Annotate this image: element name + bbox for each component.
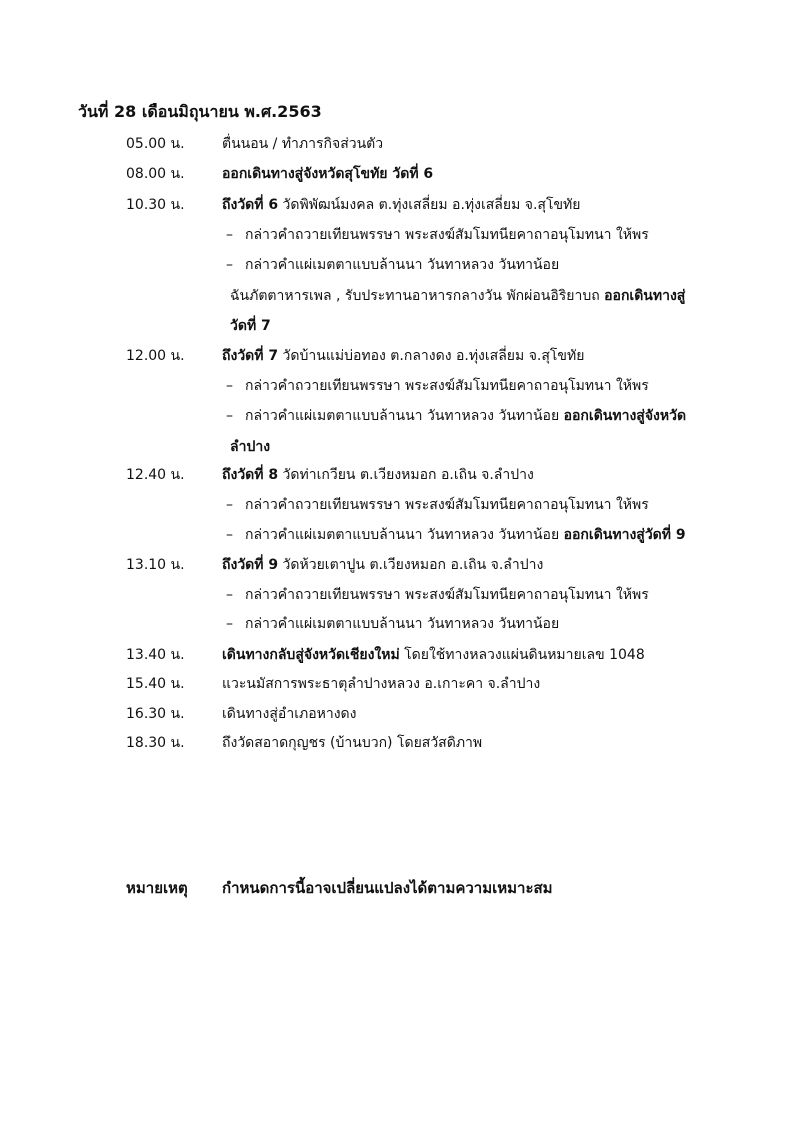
event-highlight: ถึงวัดที่ 8: [222, 467, 279, 483]
schedule-row: [0, 728, 800, 758]
schedule-event: ถึงวัดสอาดกุญชร (บ้านบวก) โดยสวัสดิภาพ: [222, 735, 483, 751]
schedule-row: [0, 341, 800, 371]
schedule-event: [222, 550, 543, 580]
bullet-dash: –: [226, 497, 233, 513]
schedule-event: แวะนมัสการพระธาตุลำปางหลวง อ.เกาะคา จ.ลำปาง: [222, 676, 541, 692]
schedule-time: 16.30 น.: [126, 706, 185, 722]
schedule-event: [222, 640, 645, 670]
bullet-dash: –: [226, 527, 233, 543]
schedule-row: [0, 699, 800, 729]
schedule-bullet: [0, 371, 800, 401]
note-label: หมายเหตุ: [126, 879, 188, 897]
event-detail: วัดพิพัฒน์มงคล ต.ทุ่งเสลี่ยม อ.ทุ่งเสลี่ยม จ.สุโขทัย: [278, 197, 581, 213]
schedule-event: ตื่นนอน / ทำภารกิจส่วนตัว: [222, 136, 384, 152]
bullet-text: กล่าวคำถวายเทียนพรรษา พระสงฆ์สัมโมทนียคาถาอนุโมทนา ให้พร: [245, 227, 649, 243]
event-detail: กล่าวคำแผ่เมตตาแบบล้านนา วันทาหลวง วันทาน้อย: [245, 408, 564, 424]
note-text: กำหนดการนี้อาจเปลี่ยนแปลงได้ตามความเหมาะสม: [222, 879, 553, 897]
event-highlight: ถึงวัดที่ 6: [222, 197, 279, 213]
bullet-dash: –: [226, 616, 233, 632]
event-highlight: ถึงวัดที่ 7: [222, 348, 279, 364]
continuation-text: [230, 432, 270, 462]
schedule-row: [0, 129, 800, 159]
bullet-text: [245, 401, 686, 431]
schedule-event: เดินทางสู่อำเภอหางดง: [222, 706, 357, 722]
schedule-event: ออกเดินทางสู่จังหวัดสุโขทัย วัดที่ 6: [222, 166, 434, 182]
event-highlight: ออกเดินทางสู่วัดที่ 9: [563, 527, 686, 543]
schedule-row: [0, 669, 800, 699]
event-highlight: เดินทางกลับสู่จังหวัดเชียงใหม่: [222, 647, 400, 663]
schedule-time: 15.40 น.: [126, 676, 185, 692]
schedule-row: [0, 550, 800, 580]
event-detail: โดยใช้ทางหลวงแผ่นดินหมายเลข 1048: [399, 647, 645, 663]
schedule-row: [0, 190, 800, 220]
bullet-text: กล่าวคำถวายเทียนพรรษา พระสงฆ์สัมโมทนียคาถาอนุโมทนา ให้พร: [245, 497, 649, 513]
bullet-dash: –: [226, 257, 233, 273]
schedule-bullet: [0, 220, 800, 250]
schedule-time: 10.30 น.: [126, 197, 185, 213]
bullet-text: กล่าวคำถวายเทียนพรรษา พระสงฆ์สัมโมทนียคาถาอนุโมทนา ให้พร: [245, 587, 649, 603]
bullet-text: กล่าวคำแผ่เมตตาแบบล้านนา วันทาหลวง วันทาน้อย: [245, 257, 560, 273]
document-date-heading: วันที่ 28 เดือนมิถุนายน พ.ศ.2563: [78, 102, 322, 121]
schedule-event: [222, 460, 534, 490]
bullet-text: กล่าวคำถวายเทียนพรรษา พระสงฆ์สัมโมทนียคาถาอนุโมทนา ให้พร: [245, 378, 649, 394]
event-highlight: ออกเดินทางสู่จังหวัด: [563, 408, 687, 424]
schedule-bullet: [0, 580, 800, 610]
event-detail: กล่าวคำแผ่เมตตาแบบล้านนา วันทาหลวง วันทาน้อย: [245, 527, 564, 543]
schedule-time: 05.00 น.: [126, 136, 185, 152]
schedule-continuation: [0, 432, 800, 462]
event-detail: วัดบ้านแม่บ่อทอง ต.กลางดง อ.ทุ่งเสลี่ยม จ.สุโขทัย: [278, 348, 585, 364]
event-detail: ฉันภัตตาหารเพล , รับประทานอาหารกลางวัน พักผ่อนอิริยาบถ: [230, 288, 605, 304]
schedule-time: 13.40 น.: [126, 647, 185, 663]
bullet-dash: –: [226, 378, 233, 394]
schedule-row: [0, 460, 800, 490]
event-detail: วัดท่าเกวียน ต.เวียงหมอก อ.เถิน จ.ลำปาง: [278, 467, 534, 483]
bullet-dash: –: [226, 227, 233, 243]
schedule-continuation: [0, 311, 800, 341]
schedule-time: 08.00 น.: [126, 166, 185, 182]
schedule-time: 13.10 น.: [126, 557, 185, 573]
schedule-time: 12.00 น.: [126, 348, 185, 364]
continuation-text: [230, 281, 685, 311]
bullet-text: [245, 520, 686, 550]
schedule-bullet: [0, 609, 800, 639]
schedule-bullet: [0, 401, 800, 431]
schedule-row: [0, 640, 800, 670]
bullet-dash: –: [226, 587, 233, 603]
event-highlight: ออกเดินทางสู่: [604, 288, 686, 304]
continuation-text: [230, 311, 271, 341]
event-highlight: ถึงวัดที่ 9: [222, 557, 279, 573]
schedule-bullet: [0, 250, 800, 280]
bullet-dash: –: [226, 408, 233, 424]
schedule-bullet: [0, 490, 800, 520]
schedule-time: 18.30 น.: [126, 735, 185, 751]
event-detail: วัดห้วยเตาปูน ต.เวียงหมอก อ.เถิน จ.ลำปาง: [278, 557, 544, 573]
schedule-bullet: [0, 520, 800, 550]
event-highlight: ลำปาง: [230, 439, 271, 455]
bullet-text: กล่าวคำแผ่เมตตาแบบล้านนา วันทาหลวง วันทาน้อย: [245, 616, 560, 632]
schedule-continuation: [0, 281, 800, 311]
schedule-event: [222, 341, 584, 371]
schedule-row: [0, 159, 800, 189]
schedule-event: [222, 190, 580, 220]
event-highlight: วัดที่ 7: [230, 318, 271, 334]
schedule-time: 12.40 น.: [126, 467, 185, 483]
